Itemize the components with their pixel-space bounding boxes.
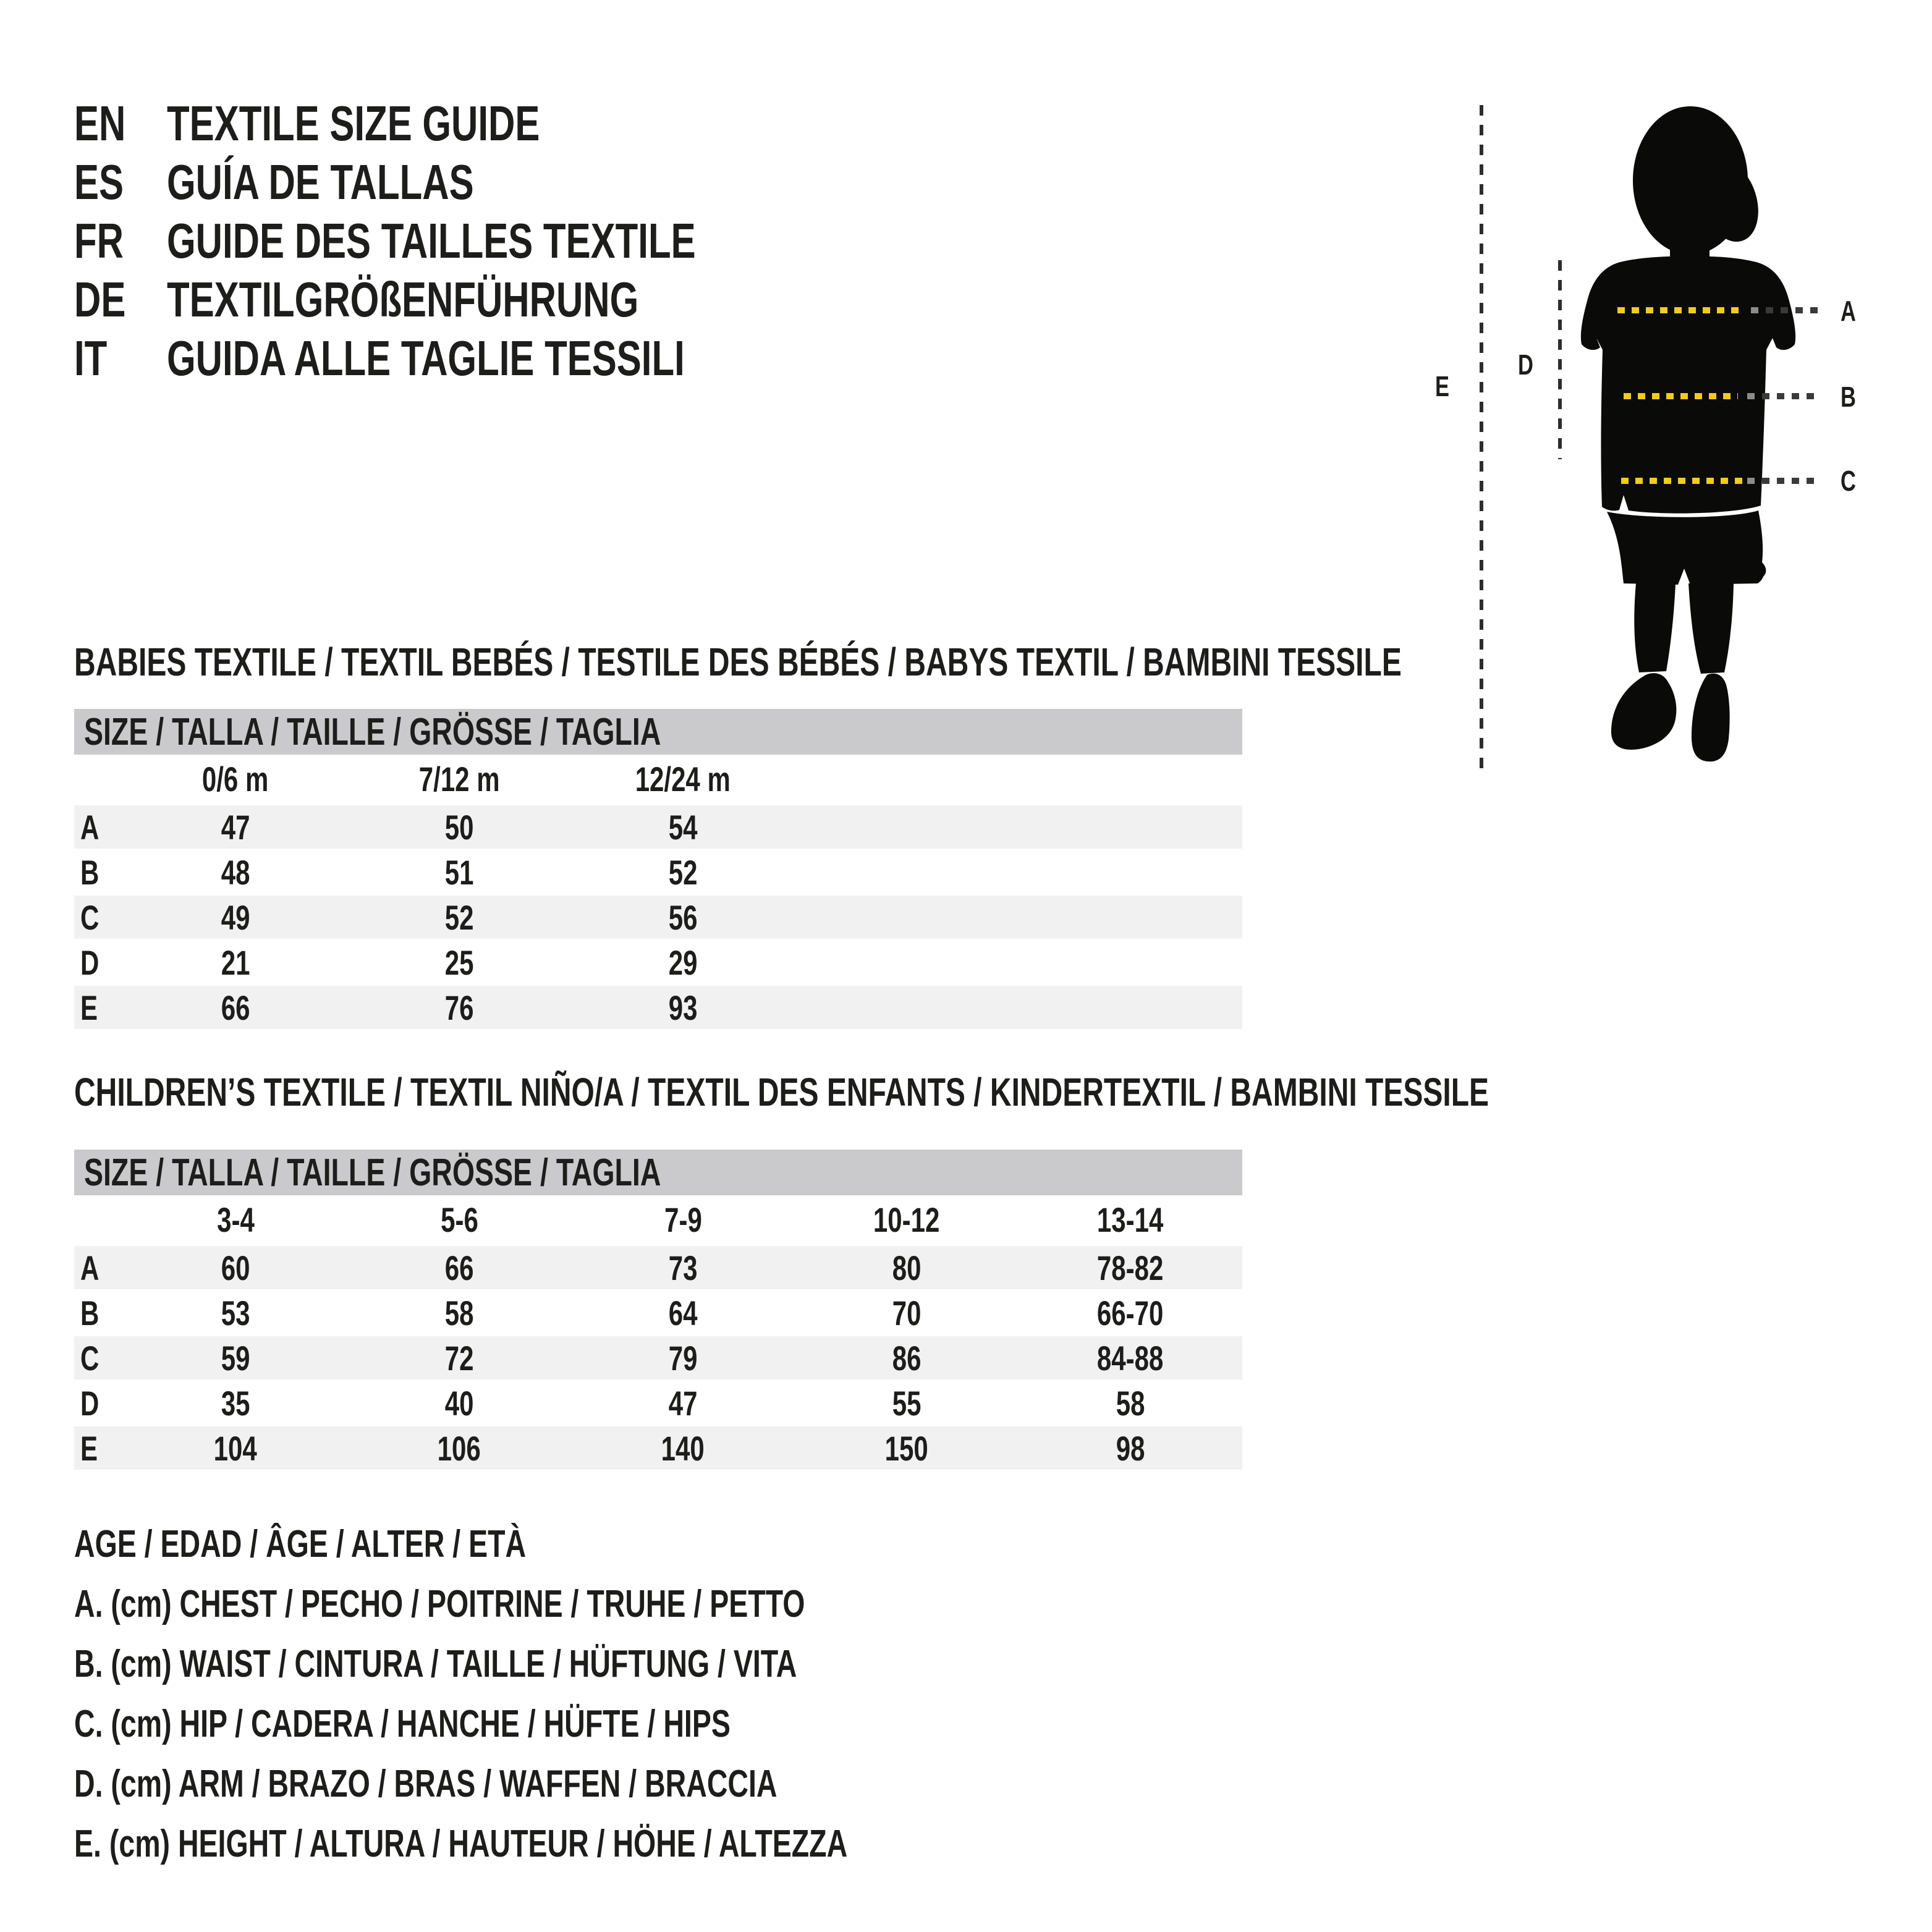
value-cell: 47	[668, 1383, 698, 1423]
children-section-title: CHILDREN’S TEXTILE / TEXTIL NIÑO/A / TEXTIL DES ENFANTS / KINDERTEXTIL / BAMBINI TESSILE	[74, 1070, 1489, 1114]
value-cell: 58	[1116, 1383, 1145, 1423]
value-cell: 49	[221, 897, 250, 937]
waist-measure-line-b-leader	[1762, 393, 1820, 399]
column-header: 13-14	[1097, 1200, 1164, 1239]
hip-measure-line-c-leader	[1762, 478, 1820, 484]
column-header: 0/6 m	[202, 760, 269, 799]
value-cell: 73	[668, 1248, 698, 1287]
size-header-band: SIZE / TALLA / TAILLE / GRÖSSE / TAGLIA	[74, 1150, 1242, 1195]
value-cell: 72	[444, 1338, 474, 1378]
value-cell: 76	[444, 988, 474, 1027]
value-cell: 79	[668, 1338, 698, 1378]
value-cell: 93	[668, 988, 698, 1027]
guide-title: GUIDA ALLE TAGLIE TESSILI	[167, 330, 685, 386]
measure-label-e: E	[1435, 370, 1450, 402]
value-cell: 58	[444, 1293, 474, 1332]
guide-title: TEXTILE SIZE GUIDE	[167, 95, 540, 151]
column-header-row	[74, 755, 1242, 803]
value-cell: 66-70	[1097, 1293, 1164, 1332]
value-cell: 70	[892, 1293, 922, 1332]
value-cell: 140	[661, 1428, 705, 1468]
table-row	[74, 1336, 1242, 1379]
silhouette-right-shoe	[1692, 674, 1730, 761]
value-cell: 40	[444, 1383, 474, 1423]
measurement-legend	[74, 1514, 1105, 1874]
value-cell: 47	[221, 807, 250, 847]
legend-line-chest: A. (cm) CHEST / PECHO / POITRINE / TRUHE / PETTO	[74, 1583, 805, 1625]
value-cell: 104	[213, 1428, 258, 1468]
value-cell: 150	[884, 1428, 929, 1468]
legend-line-arm: D. (cm) ARM / BRAZO / BRAS / WAFFEN / BRACCIA	[74, 1763, 777, 1805]
value-cell: 52	[444, 897, 474, 937]
size-header-band: SIZE / TALLA / TAILLE / GRÖSSE / TAGLIA	[74, 709, 1242, 755]
language-code: EN	[74, 95, 126, 151]
legend-line-age: AGE / EDAD / ÂGE / ALTER / ETÀ	[74, 1523, 527, 1566]
measure-label-c: C	[1841, 465, 1856, 497]
babies-size-table	[74, 709, 1242, 1029]
value-cell: 51	[444, 852, 474, 892]
value-cell: 56	[668, 897, 698, 937]
silhouette-shorts	[1607, 511, 1766, 585]
waist-measure-line-b-fade	[1747, 393, 1760, 399]
column-header-row	[74, 1195, 1242, 1244]
chest-measure-line-a-fade	[1751, 307, 1763, 313]
arm-measure-line-d	[1558, 260, 1562, 459]
row-label: A	[80, 1248, 100, 1287]
table-row	[74, 1381, 1242, 1425]
value-cell: 84-88	[1097, 1338, 1164, 1378]
row-label: C	[80, 897, 100, 937]
table-row	[74, 941, 1242, 984]
guide-title: TEXTILGRÖßENFÜHRUNG	[167, 271, 639, 327]
value-cell: 35	[221, 1383, 250, 1423]
value-cell: 80	[892, 1248, 922, 1287]
table-row	[74, 896, 1242, 939]
language-code: FR	[74, 213, 124, 268]
measure-label-b: B	[1841, 381, 1856, 413]
silhouette-tshirt	[1581, 256, 1795, 514]
table-row	[74, 986, 1242, 1029]
language-code: DE	[74, 271, 126, 327]
row-label: C	[80, 1338, 100, 1378]
waist-measure-line-b	[1624, 393, 1738, 399]
legend-line-height: E. (cm) HEIGHT / ALTURA / HAUTEUR / HÖHE / ALTEZZA	[74, 1823, 848, 1865]
babies-section-title: BABIES TEXTILE / TEXTIL BEBÉS / TESTILE DES BÉBÉS / BABYS TEXTIL / BAMBINI TESSILE	[74, 640, 1402, 684]
value-cell: 55	[892, 1383, 922, 1423]
hip-measure-line-c-fade	[1747, 478, 1760, 484]
column-header: 3-4	[216, 1200, 255, 1239]
value-cell: 66	[221, 988, 250, 1027]
measure-label-d: D	[1518, 349, 1533, 381]
measure-label-a: A	[1841, 295, 1856, 327]
column-header: 7-9	[664, 1200, 702, 1239]
children-size-table	[74, 1150, 1242, 1470]
value-cell: 86	[892, 1338, 922, 1378]
value-cell: 60	[221, 1248, 250, 1287]
value-cell: 52	[668, 852, 698, 892]
table-row	[74, 805, 1242, 849]
row-label: B	[80, 852, 100, 892]
table-rows	[74, 1246, 1242, 1470]
column-header: 7/12 m	[418, 760, 500, 799]
table-row	[74, 1291, 1242, 1334]
table-row	[74, 1246, 1242, 1289]
value-cell: 25	[444, 943, 474, 982]
value-cell: 98	[1116, 1428, 1145, 1468]
row-label: E	[80, 1428, 98, 1468]
language-code: IT	[74, 330, 108, 386]
row-label: D	[80, 1383, 100, 1423]
value-cell: 21	[221, 943, 250, 982]
value-cell: 66	[444, 1248, 474, 1287]
chest-measure-line-a-leader	[1766, 307, 1825, 313]
column-header: 5-6	[440, 1200, 478, 1239]
table-row	[74, 850, 1242, 894]
value-cell: 64	[668, 1293, 698, 1332]
value-cell: 54	[668, 807, 698, 847]
column-header: 10-12	[873, 1200, 940, 1239]
guide-title: GUÍA DE TALLAS	[167, 154, 474, 210]
chest-measure-line-a	[1617, 307, 1742, 313]
row-label: A	[80, 807, 100, 847]
legend-line-waist: B. (cm) WAIST / CINTURA / TAILLE / HÜFTUNG / VITA	[74, 1643, 797, 1685]
row-label: B	[80, 1293, 100, 1332]
value-cell: 29	[668, 943, 698, 982]
legend-line-hip: C. (cm) HIP / CADERA / HANCHE / HÜFTE / HIPS	[74, 1703, 731, 1745]
row-label: E	[80, 988, 98, 1027]
value-cell: 106	[437, 1428, 481, 1468]
table-rows	[74, 805, 1242, 1029]
hip-measure-line-c	[1621, 478, 1742, 484]
value-cell: 50	[444, 807, 474, 847]
row-label: D	[80, 943, 100, 982]
value-cell: 59	[221, 1338, 250, 1378]
value-cell: 78-82	[1097, 1248, 1164, 1287]
language-code: ES	[74, 154, 124, 210]
column-header: 12/24 m	[635, 760, 731, 799]
value-cell: 48	[221, 852, 250, 892]
guide-title: GUIDE DES TAILLES TEXTILE	[167, 213, 696, 268]
value-cell: 53	[221, 1293, 250, 1332]
table-row	[74, 1426, 1242, 1470]
